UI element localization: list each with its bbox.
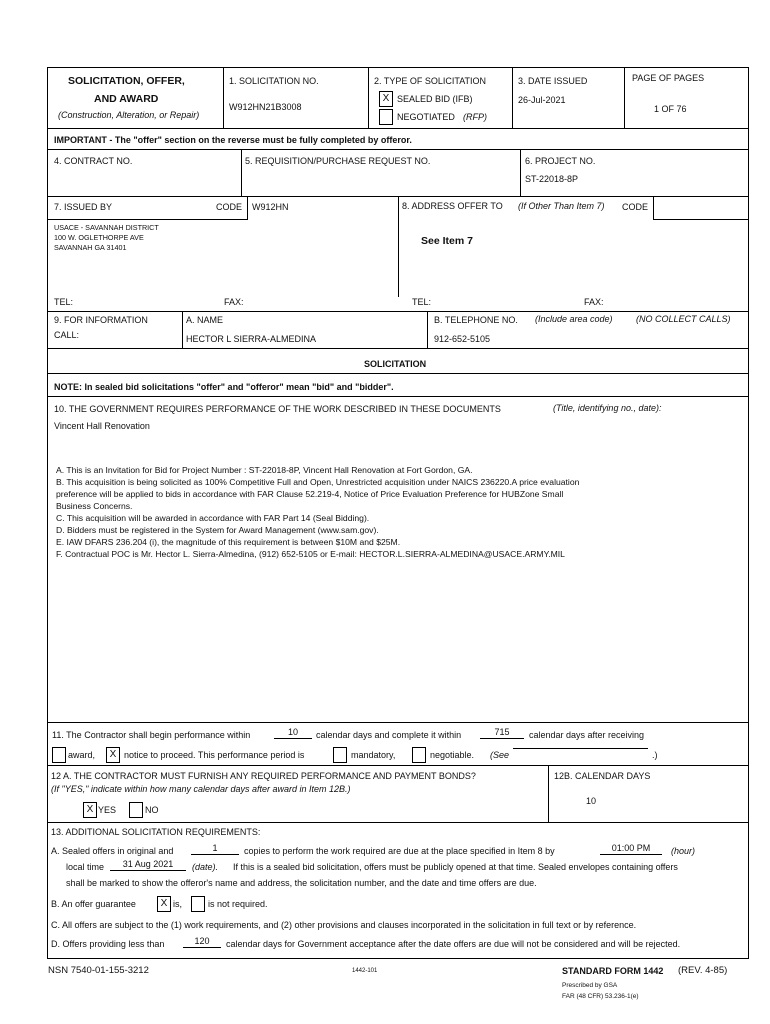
negotiable-checkbox[interactable] [412,747,426,763]
fax2-label: FAX: [584,297,604,307]
for-info-label: 9. FOR INFORMATION [54,315,148,325]
guarantee-is-checkbox[interactable]: X [157,896,171,912]
award-checkbox[interactable] [52,747,66,763]
address-code-label: CODE [622,202,649,212]
item11-text1: 11. The Contractor shall begin performance within [52,730,251,740]
guarantee-not-label: is not required. [208,899,268,909]
telephone-note: (Include area code) [535,314,613,324]
requisition-no-label: 5. REQUISITION/PURCHASE REQUEST NO. [245,156,431,166]
solicitation-no-value: W912HN21B3008 [229,102,302,112]
calendar-days-label: 12B. CALENDAR DAYS [554,771,651,781]
item10-note: (Title, identifying no., date): [553,403,662,413]
project-no-label: 6. PROJECT NO. [525,156,596,166]
item10-line-d: D. Bidders must be registered in the System for Award Management (www.sam.gov). [56,525,379,535]
issuer-line1: USACE - SAVANNAH DISTRICT [54,223,159,232]
address-offer-to-label: 8. ADDRESS OFFER TO [402,201,503,211]
item11-text3: calendar days after receiving [529,730,645,740]
acceptance-days-field[interactable]: 120 [183,936,221,948]
see-field[interactable] [513,748,648,749]
item13b-text1: B. An offer guarantee [51,899,136,909]
address-offer-note: (If Other Than Item 7) [518,201,605,211]
award-label: award, [68,750,96,760]
tel-label: TEL: [54,297,74,307]
see-close: .) [652,750,658,760]
date-issued-label: 3. DATE ISSUED [518,76,588,86]
issued-by-code-label: CODE [216,202,243,212]
item10-line-b: B. This acquisition is being solicited as 100% Competitive Full and Open, Unrestricted acquisition under NAICS 236220.A price evaluation [56,477,580,487]
type-of-solicitation-label: 2. TYPE OF SOLICITATION [374,76,487,86]
item10-line-f: F. Contractual POC is Mr. Hector L. Sierra-Almedina, (912) 652-5105 or E-mail: HECTOR.L.SIERRA-ALMEDINA@USACE.ARMY.MIL [56,549,565,559]
item11-text2: calendar days and complete it within [316,730,462,740]
item10-title: Vincent Hall Renovation [54,421,150,431]
date-issued-value: 26-Jul-2021 [518,95,566,105]
item10-label: 10. THE GOVERNMENT REQUIRES PERFORMANCE OF THE WORK DESCRIBED IN THESE DOCUMENTS [54,404,501,414]
bonds-yes-checkbox[interactable]: X [83,802,97,818]
form-title-line2: AND AWARD [94,93,159,105]
contract-no-label: 4. CONTRACT NO. [54,156,133,166]
bonds-yes-label: YES [98,805,117,815]
complete-days-field[interactable]: 715 [480,727,524,739]
item10-line-c: C. This acquisition will be awarded in accordance with FAR Part 14 (Seal Bidding). [56,513,370,523]
form-revision: (REV. 4-85) [678,965,728,976]
notice-to-proceed-checkbox[interactable]: X [106,747,120,763]
page-of-pages-label: PAGE OF PAGES [632,73,705,83]
item10-line-e: E. IAW DFARS 236.204 (i), the magnitude of this requirement is between $10M and $25M. [56,537,401,547]
sealed-bid-label: SEALED BID (IFB) [397,94,473,104]
bonds-no-checkbox[interactable] [129,802,143,818]
guarantee-is-label: is, [173,899,182,909]
nsn-number: NSN 7540-01-155-3212 [48,965,149,976]
prescribed-by: Prescribed by GSA [562,982,618,989]
item13a-text1: A. Sealed offers in original and [51,846,174,856]
see-item-7: See Item 7 [421,235,473,247]
issuer-line2: 100 W. OGLETHORPE AVE [54,233,144,242]
notice-to-proceed-label: notice to proceed. This performance period is [124,750,305,760]
form-code: 1442-101 [352,968,378,974]
negotiable-label: negotiable. [430,750,475,760]
item13d-text1: D. Offers providing less than [51,939,165,949]
issued-by-label: 7. ISSUED BY [54,202,113,212]
telephone-label: B. TELEPHONE NO. [434,315,518,325]
no-collect-note: (NO COLLECT CALLS) [636,314,731,324]
page-of-pages-value: 1 OF 76 [654,104,687,114]
tel2-label: TEL: [412,297,432,307]
item13c-text: C. All offers are subject to the (1) work requirements, and (2) other provisions and clauses incorporated in the solicitation in full text or by reference. [51,920,637,930]
fax-label: FAX: [224,297,244,307]
solicitation-no-label: 1. SOLICITATION NO. [229,76,319,86]
name-label: A. NAME [186,315,224,325]
for-info-call: CALL: [54,330,80,340]
copies-field[interactable]: 1 [191,843,239,855]
sealed-bid-checkbox[interactable]: X [379,91,393,107]
item12a-label: 12 A. THE CONTRACTOR MUST FURNISH ANY REQUIRED PERFORMANCE AND PAYMENT BONDS? [51,771,476,781]
negotiated-rfp: (RFP) [463,112,487,122]
negotiated-label: NEGOTIATED [397,112,455,122]
form-subtitle: (Construction, Alteration, or Repair) [58,110,200,120]
guarantee-not-checkbox[interactable] [191,896,205,912]
hour-label: (hour) [671,846,696,856]
form-title-line1: SOLICITATION, OFFER, [68,75,185,87]
see-label: (See [490,750,510,760]
item13a-text3: If this is a sealed bid solicitation, offers must be publicly opened at that time. Sealed envelopes containing offers [233,862,678,872]
due-time-field[interactable]: 01:00 PM [600,843,662,855]
mandatory-checkbox[interactable] [333,747,347,763]
far-reference: FAR (48 CFR) 53.236-1(e) [562,993,639,1000]
issued-by-code-value: W912HN [252,202,289,212]
due-date-field[interactable]: 31 Aug 2021 [110,859,186,871]
project-no-value: ST-22018-8P [525,174,579,184]
item10-line-b3: Business Concerns. [56,501,133,511]
issuer-line3: SAVANNAH GA 31401 [54,243,127,252]
item10-line-a: A. This is an Invitation for Bid for Project Number : ST-22018-8P, Vincent Hall Renovation at Fort Gordon, GA. [56,465,473,475]
solicitation-heading: SOLICITATION [364,359,427,369]
contact-phone: 912-652-5105 [434,334,491,344]
local-time-label: local time [66,862,105,872]
item13-label: 13. ADDITIONAL SOLICITATION REQUIREMENTS: [51,827,261,837]
contact-name: HECTOR L SIERRA-ALMEDINA [186,334,317,344]
standard-form: STANDARD FORM 1442 [562,966,664,976]
item12a-note: (If "YES," indicate within how many calendar days after award in Item 12B.) [51,784,351,794]
sealed-bid-note: NOTE: In sealed bid solicitations "offer" and "offeror" mean "bid" and "bidder". [54,382,394,392]
begin-days-field[interactable]: 10 [274,727,312,739]
item13a-text4: shall be marked to show the offeror's name and address, the solicitation number, and the date and time offers are due. [66,878,537,888]
calendar-days-value: 10 [586,796,597,806]
item13a-text2: copies to perform the work required are due at the place specified in Item 8 by [244,846,555,856]
bonds-no-label: NO [145,805,159,815]
item10-line-b2: preference will be applied to bids in accordance with FAR Clause 52.219-4, Notice of Price Evaluation Preference for HUBZone Small [56,489,564,499]
important-note: IMPORTANT - The "offer" section on the reverse must be fully completed by offeror. [54,135,412,145]
date-label: (date). [192,862,219,872]
negotiated-checkbox[interactable] [379,109,393,125]
solicitation-form [47,67,749,959]
item13d-text2: calendar days for Government acceptance after the date offers are due will not be considered and will be rejected. [226,939,681,949]
mandatory-label: mandatory, [351,750,396,760]
